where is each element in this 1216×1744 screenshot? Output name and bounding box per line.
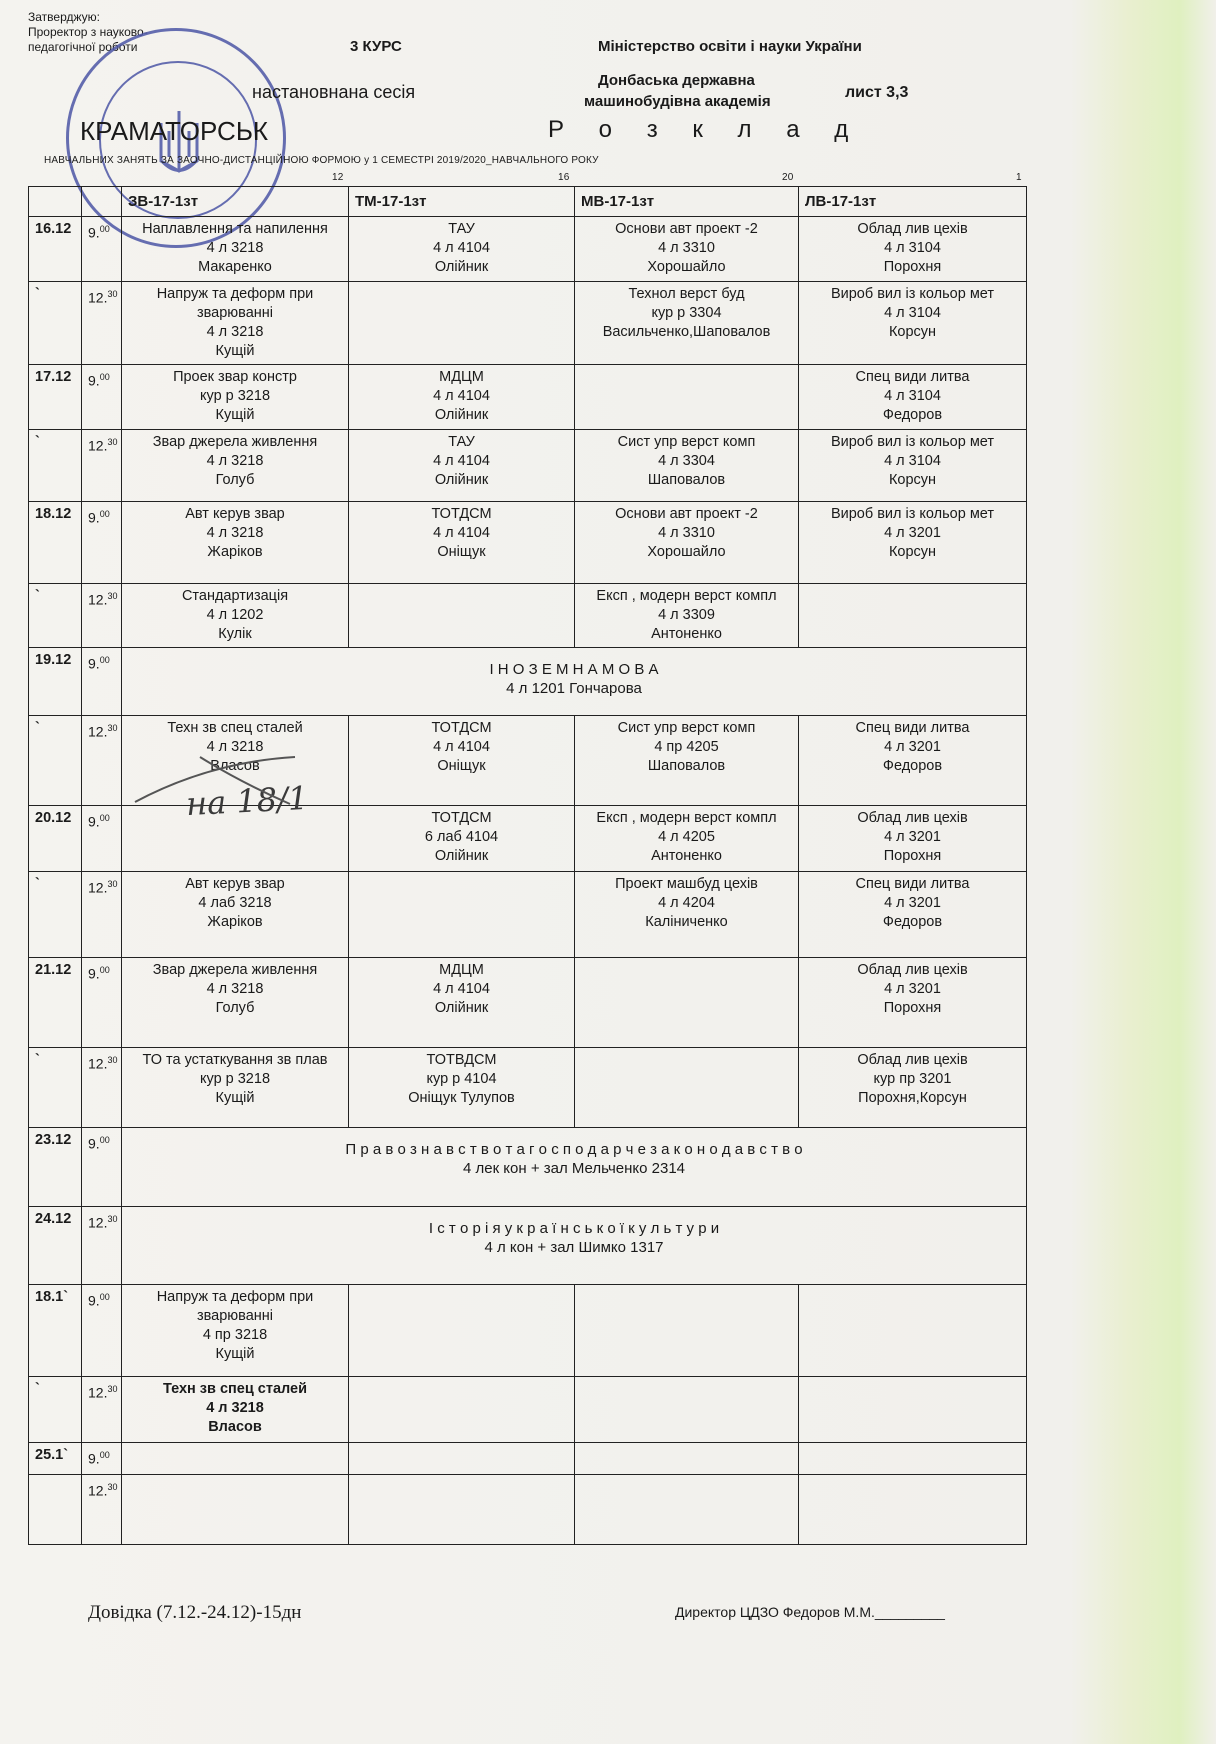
time-cell (82, 430, 122, 502)
time-value: 9. (88, 509, 100, 526)
class-cell: Спец види литва 4 л 3201 Федоров (799, 872, 1027, 958)
spanning-class-cell: І с т о р і я у к р а ї н с ь к о ї к у л ь т у р и 4 л кон + зал Шимко 1317 (122, 1207, 1027, 1285)
approval-line-2: Проректор з науково- (28, 25, 148, 39)
time-cell (82, 958, 122, 1048)
class-cell (575, 365, 799, 430)
time-value: 9. (88, 655, 100, 672)
class-cell: ТАУ 4 л 4104 Олійник (349, 217, 575, 282)
time-minutes: 30 (107, 591, 118, 601)
schedule-row (29, 958, 1027, 1048)
class-cell (575, 1048, 799, 1128)
time-minutes: 00 (99, 372, 110, 382)
time-cell (82, 217, 122, 282)
day-cell: 16.12 (29, 217, 82, 282)
spanning-class-cell: П р а в о з н а в с т в о т а г о с п о д а р ч е з а к о н о д а в с т в о 4 лек кон + зал Мельченко 2314 (122, 1128, 1027, 1207)
class-cell: Авт керув звар 4 лаб 3218 Жаріков (122, 872, 349, 958)
time-cell (82, 1443, 122, 1475)
class-cell: Вироб вил із кольор мет 4 л 3104 Корсун (799, 430, 1027, 502)
group-header-row (29, 187, 1027, 217)
approval-line-1: Затверджую: (28, 10, 100, 24)
time-cell (82, 1128, 122, 1207)
class-cell: Звар джерела живлення 4 л 3218 Голуб (122, 430, 349, 502)
schedule-row (29, 1475, 1027, 1545)
time-minutes: 30 (107, 1384, 118, 1394)
class-cell (349, 282, 575, 365)
time-cell (82, 1285, 122, 1377)
time-minutes: 30 (107, 1214, 118, 1224)
document-subtitle: НАВЧАЛЬНИХ ЗАНЯТЬ ЗА ЗАОЧНО-ДИСТАНЦІЙНОЮ ФОРМОЮ у 1 СЕМЕСТРІ 2019/2020_НАВЧАЛЬНОГО РОКУ (44, 155, 599, 166)
schedule-row (29, 430, 1027, 502)
time-minutes: 30 (107, 1482, 118, 1492)
day-cell: 24.12 (29, 1207, 82, 1285)
class-cell (349, 1377, 575, 1443)
time-value: 9. (88, 1292, 100, 1309)
time-value: 9. (88, 1135, 100, 1152)
class-cell: ТОТДСМ 4 л 4104 Оніщук (349, 502, 575, 584)
time-minutes: 00 (99, 655, 110, 665)
course-label: 3 КУРС (350, 38, 402, 55)
schedule-row (29, 584, 1027, 648)
time-cell (82, 648, 122, 716)
day-cell: ` (29, 716, 82, 806)
time-cell (82, 502, 122, 584)
schedule-row (29, 282, 1027, 365)
class-cell (575, 958, 799, 1048)
time-minutes: 30 (107, 723, 118, 733)
class-cell: Основи авт проект -2 4 л 3310 Хорошайло (575, 217, 799, 282)
class-cell: Проек звар констр кур р 3218 Кущій (122, 365, 349, 430)
day-cell: 17.12 (29, 365, 82, 430)
class-cell: Стандартизація 4 л 1202 Кулік (122, 584, 349, 648)
column-mark-1: 1 (1016, 172, 1022, 183)
schedule-row (29, 502, 1027, 584)
time-value: 12. (88, 1482, 108, 1499)
class-cell: Звар джерела живлення 4 л 3218 Голуб (122, 958, 349, 1048)
time-minutes: 00 (99, 1135, 110, 1145)
group-header: ТМ-17-1зт (349, 187, 575, 217)
class-cell: Облад лив цехів 4 л 3201 Порохня (799, 958, 1027, 1048)
time-minutes: 00 (99, 509, 110, 519)
class-cell (575, 1443, 799, 1475)
time-cell (82, 1048, 122, 1128)
class-cell: Спец види литва 4 л 3104 Федоров (799, 365, 1027, 430)
sheet-number: лист 3,3 (845, 84, 909, 101)
class-cell (799, 1377, 1027, 1443)
class-cell: МДЦМ 4 л 4104 Олійник (349, 365, 575, 430)
time-value: 12. (88, 723, 108, 740)
column-mark-16: 16 (558, 172, 570, 183)
class-cell (575, 1285, 799, 1377)
class-cell: ТОТВДСМ кур р 4104 Оніщук Тулупов (349, 1048, 575, 1128)
time-minutes: 30 (107, 879, 118, 889)
class-cell (349, 872, 575, 958)
class-cell: ТАУ 4 л 4104 Олійник (349, 430, 575, 502)
day-cell: 20.12 (29, 806, 82, 872)
schedule-row (29, 1285, 1027, 1377)
class-cell: Експ , модерн верст компл 4 л 4205 Антоненко (575, 806, 799, 872)
class-cell (122, 1475, 349, 1545)
spanning-class-cell: І Н О З Е М Н А М О В А 4 л 1201 Гончарова (122, 648, 1027, 716)
time-value: 9. (88, 965, 100, 982)
time-value: 9. (88, 1450, 100, 1467)
time-cell (82, 282, 122, 365)
class-cell (799, 1285, 1027, 1377)
day-cell: 21.12 (29, 958, 82, 1048)
time-minutes: 30 (107, 289, 118, 299)
day-cell (29, 1475, 82, 1545)
schedule-row (29, 1377, 1027, 1443)
class-cell: Облад лив цехів 4 л 3201 Порохня (799, 806, 1027, 872)
time-minutes: 00 (99, 965, 110, 975)
class-cell: Вироб вил із кольор мет 4 л 3104 Корсун (799, 282, 1027, 365)
class-cell: ТОТДСМ 4 л 4104 Оніщук (349, 716, 575, 806)
class-cell: Техн зв спец сталей 4 л 3218 Власов (122, 1377, 349, 1443)
time-cell (82, 1207, 122, 1285)
class-cell: ТОТДСМ 6 лаб 4104 Олійник (349, 806, 575, 872)
handwritten-note: на 18/1 (185, 778, 310, 824)
class-cell: Сист упр верст комп 4 л 3304 Шаповалов (575, 430, 799, 502)
group-header: ЛВ-17-1зт (799, 187, 1027, 217)
day-cell: ` (29, 430, 82, 502)
column-mark-12: 12 (332, 172, 344, 183)
day-cell: 19.12 (29, 648, 82, 716)
time-minutes: 00 (99, 1450, 110, 1460)
director-signature: Директор ЦДЗО Федоров М.М._________ (675, 1604, 945, 1620)
day-cell: 18.1` (29, 1285, 82, 1377)
class-cell: МДЦМ 4 л 4104 Олійник (349, 958, 575, 1048)
time-minutes: 00 (99, 813, 110, 823)
time-minutes: 30 (107, 1055, 118, 1065)
schedule-row (29, 365, 1027, 430)
time-cell (82, 872, 122, 958)
schedule-row (29, 1128, 1027, 1207)
day-cell: 18.12 (29, 502, 82, 584)
schedule-row (29, 806, 1027, 872)
schedule-row (29, 1207, 1027, 1285)
class-cell (349, 1285, 575, 1377)
header-day (29, 187, 82, 217)
class-cell: Спец види литва 4 л 3201 Федоров (799, 716, 1027, 806)
class-cell (349, 1475, 575, 1545)
group-header: ЗВ-17-1зт (122, 187, 349, 217)
document-title: Р о з к л а д (548, 116, 863, 143)
day-cell: ` (29, 584, 82, 648)
time-minutes: 00 (99, 1292, 110, 1302)
class-cell: Напруж та деформ при зварюванні 4 пр 3218 Кущій (122, 1285, 349, 1377)
time-value: 9. (88, 224, 100, 241)
class-cell: Техн зв спец сталей 4 л 3218 Власов (122, 716, 349, 806)
schedule-row (29, 217, 1027, 282)
class-cell: Авт керув звар 4 л 3218 Жаріков (122, 502, 349, 584)
column-mark-20: 20 (782, 172, 794, 183)
time-cell (82, 1475, 122, 1545)
time-value: 9. (88, 372, 100, 389)
session-label: настановнана сесія (252, 82, 416, 102)
class-cell (349, 584, 575, 648)
schedule-row (29, 872, 1027, 958)
class-cell (799, 1475, 1027, 1545)
class-cell: Наплавлення та напилення 4 л 3218 Макаренко (122, 217, 349, 282)
time-value: 9. (88, 813, 100, 830)
class-cell: Основи авт проект -2 4 л 3310 Хорошайло (575, 502, 799, 584)
schedule-row (29, 1048, 1027, 1128)
class-cell: Облад лив цехів кур пр 3201 Порохня,Корсун (799, 1048, 1027, 1128)
class-cell: Напруж та деформ при зварюванні 4 л 3218 Кущій (122, 282, 349, 365)
ministry-label: Міністерство освіти і науки України (598, 38, 862, 55)
time-value: 12. (88, 1055, 108, 1072)
class-cell: Технол верст буд кур р 3304 Васильченко,Шаповалов (575, 282, 799, 365)
city-label: КРАМАТОРСЬК (80, 116, 269, 146)
reference-note: Довідка (7.12.-24.12)-15дн (88, 1602, 302, 1623)
time-cell (82, 716, 122, 806)
time-cell (82, 365, 122, 430)
approval-line-3: педагогічної роботи (28, 40, 138, 54)
class-cell: Сист упр верст комп 4 пр 4205 Шаповалов (575, 716, 799, 806)
class-cell (575, 1475, 799, 1545)
day-cell: ` (29, 1377, 82, 1443)
time-cell (82, 1377, 122, 1443)
class-cell: Вироб вил із кольор мет 4 л 3201 Корсун (799, 502, 1027, 584)
academy-line-1: Донбаська державна (598, 72, 755, 89)
academy-line-2: машинобудівна академія (584, 93, 771, 110)
class-cell: Експ , модерн верст компл 4 л 3309 Антоненко (575, 584, 799, 648)
schedule-row (29, 648, 1027, 716)
class-cell (799, 1443, 1027, 1475)
day-cell: 23.12 (29, 1128, 82, 1207)
group-header: МВ-17-1зт (575, 187, 799, 217)
schedule-row (29, 1443, 1027, 1475)
day-cell: ` (29, 282, 82, 365)
header-time (82, 187, 122, 217)
time-minutes: 00 (99, 224, 110, 234)
time-value: 12. (88, 591, 108, 608)
time-value: 12. (88, 289, 108, 306)
time-cell (82, 806, 122, 872)
class-cell (575, 1377, 799, 1443)
class-cell (349, 1443, 575, 1475)
class-cell: Облад лив цехів 4 л 3104 Порохня (799, 217, 1027, 282)
class-cell: Проект машбуд цехів 4 л 4204 Каліниченко (575, 872, 799, 958)
day-cell: ` (29, 1048, 82, 1128)
time-cell (82, 584, 122, 648)
time-minutes: 30 (107, 437, 118, 447)
time-value: 12. (88, 1384, 108, 1401)
time-value: 12. (88, 879, 108, 896)
class-cell (799, 584, 1027, 648)
time-value: 12. (88, 437, 108, 454)
strike-mark-icon (130, 752, 300, 812)
class-cell: ТО та устаткування зв плав кур р 3218 Кущій (122, 1048, 349, 1128)
day-cell: ` (29, 872, 82, 958)
class-cell (122, 1443, 349, 1475)
time-value: 12. (88, 1214, 108, 1231)
schedule-table (28, 186, 1027, 1545)
day-cell: 25.1` (29, 1443, 82, 1475)
